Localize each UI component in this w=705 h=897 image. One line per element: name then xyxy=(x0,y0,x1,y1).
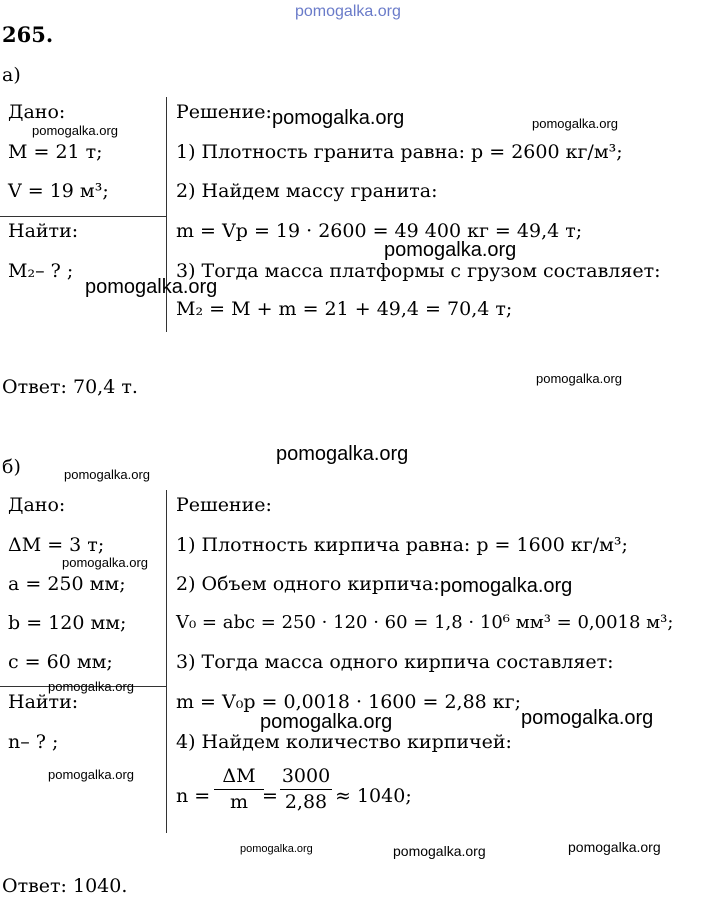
watermark: pomogalka.org xyxy=(384,239,517,261)
part-b-answer: Ответ: 1040. xyxy=(2,875,128,897)
part-a-step-3: 3) Тогда масса платформы с грузом составляет: xyxy=(176,260,661,282)
watermark: pomogalka.org xyxy=(536,371,622,386)
part-b-step-3: 3) Тогда масса одного кирпича составляет: xyxy=(176,651,614,673)
watermark: pomogalka.org xyxy=(393,843,486,859)
part-a-find-line: M₂– ? ; xyxy=(8,260,74,282)
problem-number: 265. xyxy=(2,22,54,47)
part-b-given-title: Дано: xyxy=(8,494,66,516)
part-b-fraction-1 xyxy=(214,767,264,812)
part-a-step-1: 1) Плотность гранита равна: p = 2600 кг/м³; xyxy=(176,141,623,163)
part-b-solution-title: Решение: xyxy=(176,494,272,516)
part-b-find-title: Найти: xyxy=(8,691,79,713)
watermark: pomogalka.org xyxy=(48,767,134,782)
part-a-given-volume: V = 19 м³; xyxy=(8,180,109,202)
part-b-step-4: 4) Найдем количество кирпичей: xyxy=(176,731,512,753)
fraction-1-denominator: m xyxy=(229,791,249,813)
watermark: pomogalka.org xyxy=(32,123,118,138)
part-a-answer: Ответ: 70,4 т. xyxy=(2,376,138,398)
part-b-formula-eq: = xyxy=(262,785,278,807)
watermark: pomogalka.org xyxy=(440,575,573,597)
watermark: pomogalka.org xyxy=(48,679,134,694)
part-a-solution-title: Решение: xyxy=(176,101,272,123)
part-b-vertical-divider xyxy=(166,490,167,833)
part-b-fraction-2 xyxy=(280,767,332,812)
watermark: pomogalka.org xyxy=(85,276,218,298)
part-a-horizontal-divider xyxy=(0,216,167,217)
watermark: pomogalka.org xyxy=(240,843,313,855)
part-b-find-line: n– ? ; xyxy=(8,731,59,753)
part-b-step-2-formula: V₀ = abc = 250 · 120 · 60 = 1,8 · 10⁶ мм³ = 0,0018 м³; xyxy=(176,612,674,633)
part-b-step-1: 1) Плотность кирпича равна: p = 1600 кг/м³; xyxy=(176,534,628,556)
part-a-step-2-formula: m = Vp = 19 · 2600 = 49 400 кг = 49,4 т; xyxy=(176,220,583,242)
watermark: pomogalka.org xyxy=(64,467,150,482)
part-b-given-a: a = 250 мм; xyxy=(8,573,126,595)
part-b-step-2: 2) Объем одного кирпича: xyxy=(176,573,440,595)
watermark-top: pomogalka.org xyxy=(295,3,401,20)
part-a-step-3-formula: M₂ = M + m = 21 + 49,4 = 70,4 т; xyxy=(176,298,513,320)
watermark: pomogalka.org xyxy=(62,555,148,570)
part-b-given-delta-mass: ΔM = 3 т; xyxy=(8,534,105,556)
part-a-given-title: Дано: xyxy=(8,101,66,123)
part-b-given-b: b = 120 мм; xyxy=(8,612,127,634)
part-b-given-c: c = 60 мм; xyxy=(8,651,113,673)
part-b-formula-lhs: n = xyxy=(176,785,211,807)
part-a-step-2: 2) Найдем массу гранита: xyxy=(176,180,438,202)
watermark: pomogalka.org xyxy=(260,711,393,733)
watermark: pomogalka.org xyxy=(532,116,618,131)
fraction-1-numerator: ΔM xyxy=(222,765,256,787)
part-b-step-3-formula: m = V₀p = 0,0018 · 1600 = 2,88 кг; xyxy=(176,691,522,713)
part-b-label: б) xyxy=(2,456,21,478)
watermark: pomogalka.org xyxy=(272,107,405,129)
fraction-2-numerator: 3000 xyxy=(281,765,331,787)
watermark: pomogalka.org xyxy=(276,443,409,465)
part-a-find-title: Найти: xyxy=(8,220,79,242)
watermark: pomogalka.org xyxy=(568,839,661,855)
part-b-formula-result: ≈ 1040; xyxy=(335,785,412,807)
part-a-given-mass: M = 21 т; xyxy=(8,141,103,163)
part-a-label: а) xyxy=(2,64,21,86)
watermark: pomogalka.org xyxy=(521,707,654,729)
fraction-2-denominator: 2,88 xyxy=(284,791,328,813)
